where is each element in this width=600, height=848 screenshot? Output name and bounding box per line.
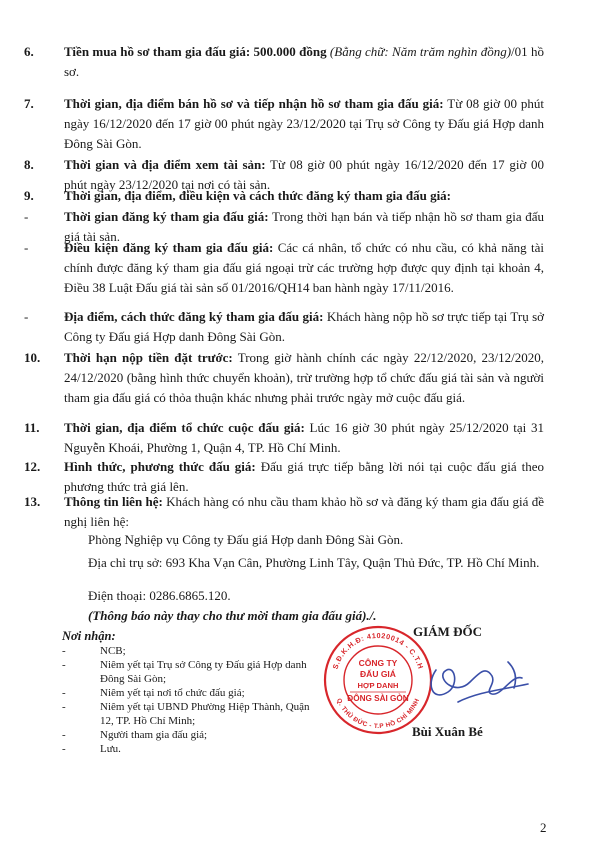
section-label: Thời gian, địa điểm tổ chức cuộc đấu giá:: [64, 420, 305, 435]
section-6: [24, 42, 544, 82]
amount-in-words: (Bằng chữ: Năm trăm nghìn đồng): [329, 44, 512, 59]
recipient-text: Niêm yết tại Trụ sở Công ty Đấu giá Hợp danh Đông Sài Gòn;: [100, 659, 307, 685]
contact-department: Phòng Nghiệp vụ Công ty Đấu giá Hợp danh Đông Sài Gòn.: [88, 532, 404, 547]
signer-name: Bùi Xuân Bé: [412, 724, 483, 739]
recipient-text: Niêm yết tại nơi tổ chức đấu giá;: [100, 687, 245, 699]
bullet-dash: -: [62, 659, 66, 671]
section-number: 13.: [24, 494, 41, 509]
subsection-label: Địa điểm, cách thức đăng ký tham gia đấu giá:: [64, 309, 324, 324]
section-label: Thông tin liên hệ:: [64, 494, 163, 509]
bullet-dash: -: [24, 309, 29, 324]
section-13: [24, 492, 544, 532]
subsection-text: Trong thời hạn bán và tiếp nhận hồ sơ tham gia đấu giá tài sản.: [64, 209, 544, 244]
bullet-dash: -: [24, 240, 29, 255]
recipient-text: Lưu.: [100, 743, 121, 755]
svg-text:HỢP DANH: HỢP DANH: [357, 681, 399, 690]
section-number: 6.: [24, 44, 34, 59]
section-number: 9.: [24, 188, 34, 203]
recipients-title: Nơi nhận:: [62, 629, 116, 643]
svg-text:ĐÔNG SÀI GÒN: ĐÔNG SÀI GÒN: [347, 694, 409, 703]
section-label: Thời gian và địa điểm xem tài sản:: [64, 157, 266, 172]
subsection-registration-conditions: [24, 238, 544, 298]
section-text: Đấu giá trực tiếp bằng lời nói tại cuộc đấu giá theo phương thức trả giá lên.: [64, 459, 544, 494]
svg-text:CÔNG TY: CÔNG TY: [358, 658, 398, 668]
bullet-dash: -: [62, 729, 66, 741]
section-label: Thời gian, địa điểm bán hồ sơ và tiếp nhận hồ sơ tham gia đấu giá:: [64, 96, 444, 111]
svg-text:ĐẤU GIÁ: ĐẤU GIÁ: [360, 669, 396, 679]
section-10: [24, 348, 544, 408]
section-label: Tiền mua hồ sơ tham gia đấu giá: 500.000 đồng: [64, 44, 327, 59]
director-title: GIÁM ĐỐC: [413, 624, 482, 639]
section-label: Thời gian, địa điểm, điều kiện và cách thức đăng ký tham gia đấu giá:: [64, 188, 452, 203]
recipient-text: NCB;: [100, 645, 126, 657]
section-9: [24, 186, 544, 206]
section-label: Hình thức, phương thức đấu giá:: [64, 459, 256, 474]
section-text: Khách hàng có nhu cầu tham khảo hồ sơ và đăng ký tham gia đấu giá đề nghị liên hệ:: [64, 494, 544, 529]
recipient-text: Niêm yết tại UBND Phường Hiệp Thành, Quận 12, TP. Hồ Chí Minh;: [100, 701, 310, 727]
section-12: [24, 457, 544, 497]
section-11: [24, 418, 544, 458]
section-number: 11.: [24, 420, 40, 435]
section-number: 7.: [24, 96, 34, 111]
page-number: 2: [540, 820, 547, 835]
svg-text:Q. THỦ ĐỨC - T.P HỒ CHÍ MINH: Q. THỦ ĐỨC - T.P HỒ CHÍ MINH: [334, 697, 422, 731]
subsection-label: Thời gian đăng ký tham gia đấu giá:: [64, 209, 269, 224]
section-label: Thời hạn nộp tiền đặt trước:: [64, 350, 233, 365]
section-text: Lúc 16 giờ 30 phút ngày 25/12/2020 tại 31 Nguyễn Khoái, Phường 1, Quận 4, TP. Hồ Chí Minh.: [64, 420, 544, 455]
section-number: 8.: [24, 157, 34, 172]
bullet-dash: -: [62, 743, 66, 755]
svg-text:S.Đ.K.H.Đ: 41020014 - C.T.H: S.Đ.K.H.Đ: 41020014 - C.T.H: [330, 630, 426, 671]
subsection-text: Các cá nhân, tổ chức có nhu cầu, có khả năng tài chính được đăng ký tham gia đấu giá ngoại trừ các trường hợp được quy định tại khoản 4, Điều 38 Luật Đấu giá tài sản số 01/2016/QH14 ban hành ngày 17/11/2016.: [64, 240, 544, 295]
section-number: 10.: [24, 350, 41, 365]
subsection-label: Điều kiện đăng ký tham gia đấu giá:: [64, 240, 274, 255]
section-text: Từ 08 giờ 00 phút ngày 16/12/2020 đến 17 giờ 00 phút ngày 23/12/2020 tại Trụ sở Công ty Đấu giá Hợp danh Đông Sài Gòn.: [64, 96, 544, 151]
bullet-dash: -: [62, 687, 66, 699]
signature-icon: [396, 632, 546, 718]
section-text: Trong giờ hành chính các ngày 22/12/2020, 23/12/2020, 24/12/2020 (bằng hình thức chuyển khoản), trừ trường hợp tổ chức đấu giá tài sản và người tham gia đấu giá có thỏa thuận khác nhưng phải trước ngày mở cuộc đấu giá.: [64, 350, 544, 405]
subsection-registration-method: [24, 307, 544, 347]
section-text: /01 hồ sơ.: [64, 44, 544, 79]
subsection-text: Khách hàng nộp hồ sơ trực tiếp tại Trụ sở Công ty Đấu giá Hợp danh Đông Sài Gòn.: [64, 309, 544, 344]
section-text: Từ 08 giờ 00 phút ngày 16/12/2020 đến 17 giờ 00 phút ngày 23/12/2020 tại nơi có tài sản.: [64, 157, 544, 192]
contact-address: Địa chỉ trụ sở: 693 Kha Vạn Cân, Phường Linh Tây, Quận Thủ Đức, TP. Hồ Chí Minh.: [88, 555, 540, 570]
bullet-dash: -: [62, 645, 66, 657]
section-number: 12.: [24, 459, 41, 474]
closing-note: (Thông báo này thay cho thư mời tham gia đấu giá)./.: [88, 608, 377, 623]
bullet-dash: -: [24, 209, 29, 224]
section-7: [24, 94, 544, 154]
contact-phone: Điện thoại: 0286.6865.120.: [88, 588, 231, 603]
bullet-dash: -: [62, 701, 66, 713]
recipient-text: Người tham gia đấu giá;: [100, 729, 208, 741]
